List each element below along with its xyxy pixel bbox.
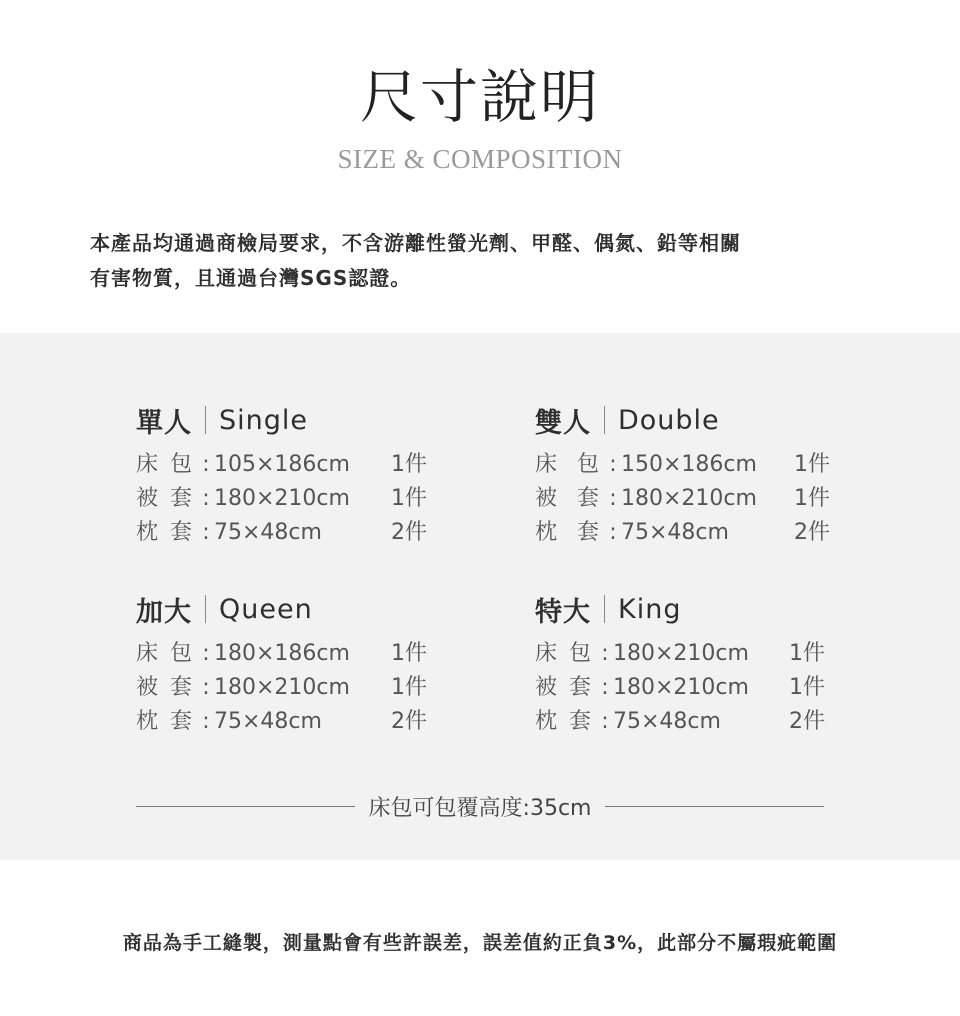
size-name-en: Queen xyxy=(219,593,313,625)
item-quantity: 1件 xyxy=(789,641,825,666)
heading-divider xyxy=(205,406,206,434)
item-label: 枕 套 xyxy=(136,709,193,734)
colon: : xyxy=(609,520,617,545)
intro-text xyxy=(90,226,880,296)
divider-right xyxy=(605,806,824,807)
item-dimension: 180×210cm xyxy=(214,486,350,511)
item-dimension: 180×210cm xyxy=(214,675,350,700)
size-row xyxy=(136,671,466,705)
item-label: 床 包 xyxy=(136,452,193,477)
size-row xyxy=(136,637,466,671)
colon: : xyxy=(202,452,210,477)
size-heading xyxy=(535,589,865,629)
item-dimension: 150×186cm xyxy=(621,452,757,477)
item-label: 枕 套 xyxy=(136,520,193,545)
size-name-en: Double xyxy=(618,404,720,436)
size-name-zh: 單人 xyxy=(136,407,192,439)
heading-divider xyxy=(604,406,605,434)
size-name-zh: 加大 xyxy=(136,596,192,628)
item-quantity: 1件 xyxy=(794,452,830,477)
size-name-zh: 特大 xyxy=(535,596,591,628)
size-panel xyxy=(0,333,960,860)
colon: : xyxy=(202,675,210,700)
item-dimension: 75×48cm xyxy=(214,709,322,734)
coverage-height-note xyxy=(136,791,824,821)
divider-left xyxy=(136,806,355,807)
size-block-single xyxy=(136,400,466,550)
colon: : xyxy=(601,641,609,666)
size-block-king xyxy=(535,589,865,739)
item-quantity: 1件 xyxy=(391,641,427,666)
item-dimension: 75×48cm xyxy=(214,520,322,545)
size-row xyxy=(535,637,865,671)
heading-divider xyxy=(205,595,206,623)
item-label: 被 套 xyxy=(136,486,193,511)
intro-line-1: 本產品均通過商檢局要求，不含游離性螢光劑、甲醛、偶氮、鉛等相關 xyxy=(90,231,741,255)
size-name-en: Single xyxy=(219,404,309,436)
item-quantity: 1件 xyxy=(391,675,427,700)
item-dimension: 180×210cm xyxy=(613,641,749,666)
size-row xyxy=(136,482,466,516)
page-subtitle: SIZE & COMPOSITION xyxy=(337,144,623,174)
item-dimension: 75×48cm xyxy=(613,709,721,734)
item-quantity: 2件 xyxy=(794,520,830,545)
item-label: 床 包 xyxy=(136,641,193,666)
size-heading xyxy=(535,400,865,440)
footer-note: 商品為手工縫製，測量點會有些許誤差，誤差值約正負3%，此部分不屬瑕疵範圍 xyxy=(122,932,838,954)
size-name-zh: 雙人 xyxy=(535,407,591,439)
size-row xyxy=(136,705,466,739)
colon: : xyxy=(601,675,609,700)
item-label: 被 套 xyxy=(535,675,592,700)
item-quantity: 1件 xyxy=(391,452,427,477)
item-quantity: 1件 xyxy=(794,486,830,511)
size-block-double xyxy=(535,400,865,550)
size-row xyxy=(535,448,865,482)
item-quantity: 2件 xyxy=(789,709,825,734)
size-block-queen xyxy=(136,589,466,739)
item-quantity: 1件 xyxy=(789,675,825,700)
item-label: 被 套 xyxy=(535,486,600,511)
item-dimension: 105×186cm xyxy=(214,452,350,477)
size-row xyxy=(136,448,466,482)
item-dimension: 180×210cm xyxy=(613,675,749,700)
item-dimension: 180×186cm xyxy=(214,641,350,666)
colon: : xyxy=(202,486,210,511)
item-dimension: 75×48cm xyxy=(621,520,729,545)
colon: : xyxy=(601,709,609,734)
item-label: 枕 套 xyxy=(535,709,592,734)
colon: : xyxy=(609,452,617,477)
item-label: 枕 套 xyxy=(535,520,600,545)
colon: : xyxy=(202,709,210,734)
size-row xyxy=(535,482,865,516)
size-heading xyxy=(136,400,466,440)
size-row xyxy=(535,516,865,550)
heading-divider xyxy=(604,595,605,623)
item-label: 被 套 xyxy=(136,675,193,700)
size-name-en: King xyxy=(618,593,682,625)
item-label: 床 包 xyxy=(535,452,600,477)
item-quantity: 2件 xyxy=(391,520,427,545)
size-heading xyxy=(136,589,466,629)
intro-line-2: 有害物質，且通過台灣SGS認證。 xyxy=(90,266,412,290)
item-dimension: 180×210cm xyxy=(621,486,757,511)
colon: : xyxy=(202,641,210,666)
size-row xyxy=(136,516,466,550)
colon: : xyxy=(609,486,617,511)
size-row xyxy=(535,705,865,739)
size-row xyxy=(535,671,865,705)
coverage-height-text: 床包可包覆高度:35cm xyxy=(368,795,592,821)
colon: : xyxy=(202,520,210,545)
item-label: 床 包 xyxy=(535,641,592,666)
item-quantity: 1件 xyxy=(391,486,427,511)
page-title: 尺寸說明 xyxy=(359,63,600,131)
item-quantity: 2件 xyxy=(391,709,427,734)
